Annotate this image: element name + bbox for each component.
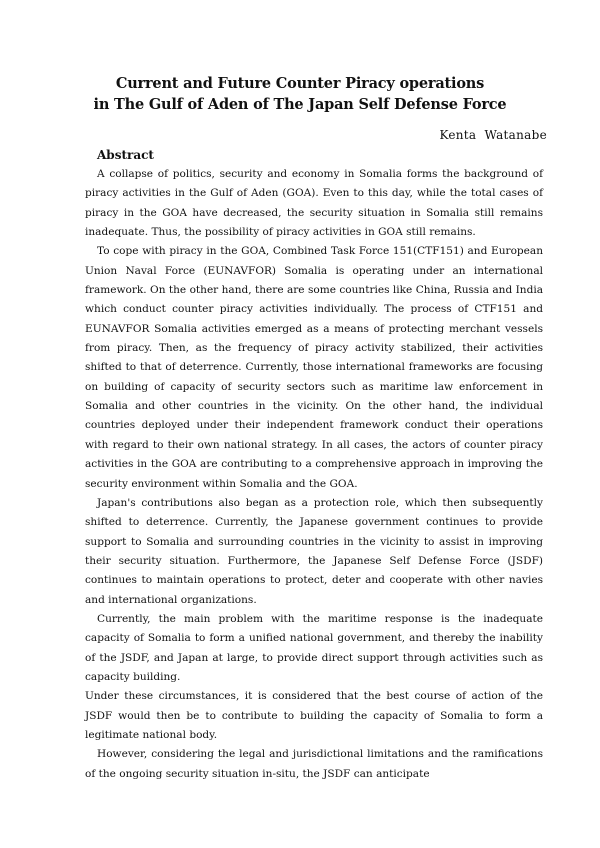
abstract-body bbox=[85, 165, 543, 784]
abstract-paragraph-5: Under these circumstances, it is considered that the best course of action of the JSDF would then be to contribute to building the capacity of Somalia to form a legitimate national body. bbox=[85, 690, 543, 741]
author-name: Kenta Watanabe bbox=[439, 128, 547, 142]
abstract-paragraph-3: Japan's contributions also began as a protection role, which then subsequently shifted to deterrence. Currently, the Japanese government continues to provide support to Somalia and surrounding countries in the vicinity to assist in improving their security situation. Furthermore, the Japanese Self Defense Force (JSDF) continues to maintain operations to protect, deter and cooperate with other navies and international organizations. bbox=[85, 496, 543, 606]
abstract-paragraph-1: A collapse of politics, security and economy in Somalia forms the background of piracy activities in the Gulf of Aden (GOA). Even to this day, while the total cases of piracy in the GOA have decreased, the security situation in Somalia still remains inadequate. Thus, the possibility of piracy activities in GOA still remains. bbox=[85, 168, 543, 239]
abstract-heading: Abstract bbox=[97, 148, 154, 162]
abstract-paragraph-2: To cope with piracy in the GOA, Combined Task Force 151(CTF151) and European Union Naval Force (EUNAVFOR) Somalia is operating under an international framework. On the other hand, there are some countries like China, Russia and India which conduct counter piracy activities individually. The process of CTF151 and EUNAVFOR Somalia activities emerged as a means of protecting merchant vessels from piracy. Then, as the frequency of piracy activity stabilized, their activities shifted to that of deterrence. Currently, those international frameworks are focusing on building of capacity of security sectors such as maritime law enforcement in Somalia and other countries in the vicinity. On the other hand, the individual countries deployed under their independent framework conduct their operations with regard to their own national strategy. In all cases, the actors of counter piracy activities in the GOA are contributing to a comprehensive approach in improving the security environment within Somalia and the GOA. bbox=[85, 245, 543, 490]
paper-title-line-1: Current and Future Counter Piracy operations bbox=[115, 75, 485, 92]
abstract-paragraph-6: However, considering the legal and jurisdictional limitations and the ramifications of the ongoing security situation in-situ, the JSDF can anticipate bbox=[85, 748, 543, 780]
abstract-paragraph-4: Currently, the main problem with the maritime response is the inadequate capacity of Somalia to form a unified national government, and thereby the inability of the JSDF, and Japan at large, to provide direct support through activities such as capacity building. bbox=[85, 612, 543, 683]
paper-title-line-2: in The Gulf of Aden of The Japan Self Defense Force bbox=[93, 96, 507, 113]
